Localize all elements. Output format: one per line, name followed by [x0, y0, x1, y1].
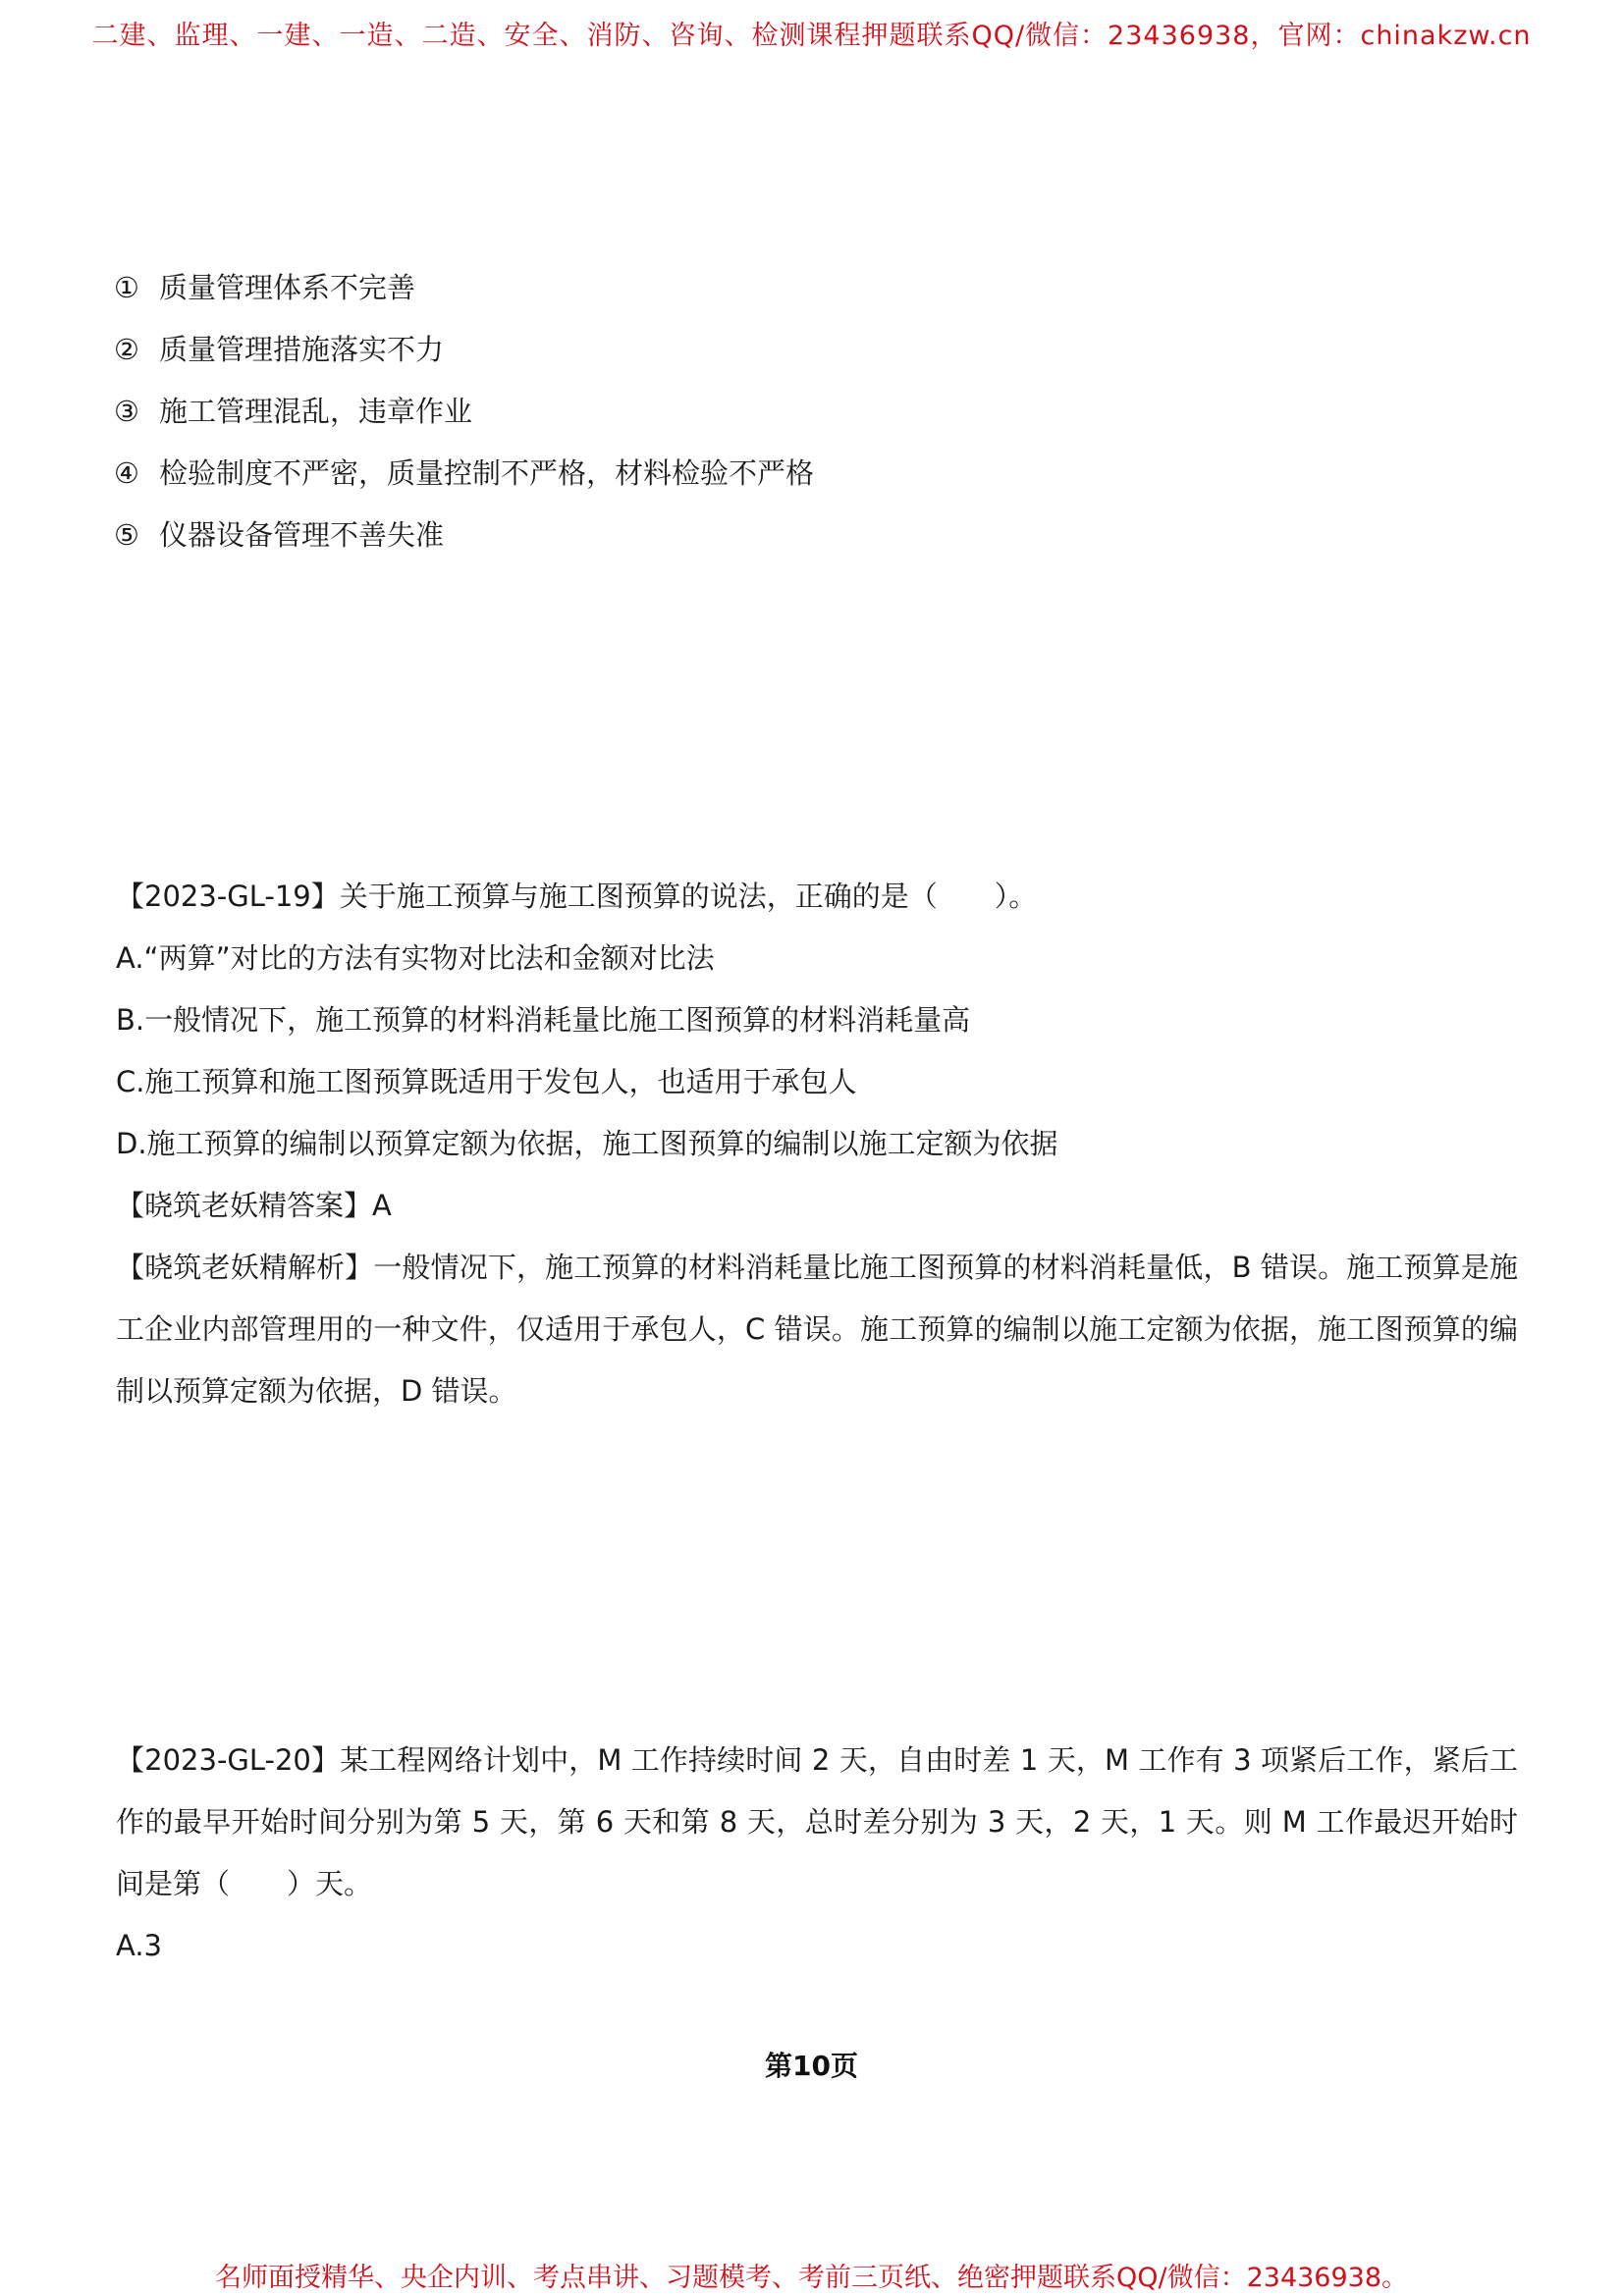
- list-item-text: 质量管理措施落实不力: [159, 333, 445, 366]
- list-item: [114, 381, 814, 443]
- question-stem: 【2023-GL-20】某工程网络计划中，M 工作持续时间 2 天，自由时差 1 天，M 工作有 3 项紧后工作，紧后工作的最早开始时间分别为第 5 天，第 6 天和第 8 天，总时差分别为 3 天，2 天，1 天。则 M 工作最迟开始时间是第（ ）天。: [116, 1743, 1518, 1900]
- list-item-number: ①: [114, 271, 139, 304]
- question-20: [116, 1730, 1518, 1977]
- list-item-number: ③: [114, 395, 139, 428]
- analysis: 【晓筑老妖精解析】一般情况下，施工预算的材料消耗量比施工图预算的材料消耗量低，B 错误。施工预算是施工企业内部管理用的一种文件，仅适用于承包人，C 错误。施工预算的编制以施工定额为依据，施工图预算的编制以预算定额为依据，D 错误。: [116, 1251, 1518, 1408]
- option-d: D.施工预算的编制以预算定额为依据，施工图预算的编制以施工定额为依据: [116, 1127, 1058, 1160]
- cause-list: [114, 257, 814, 566]
- list-item-number: ⑤: [114, 518, 139, 552]
- option-b: B.一般情况下，施工预算的材料消耗量比施工图预算的材料消耗量高: [116, 1003, 971, 1037]
- list-item-text: 施工管理混乱，违章作业: [159, 395, 473, 428]
- list-item: [114, 319, 814, 381]
- option-a: A.“两算”对比的方法有实物对比法和金额对比法: [116, 941, 715, 975]
- list-item-text: 质量管理体系不完善: [159, 271, 416, 304]
- header-banner: 二建、监理、一建、一造、二造、安全、消防、咨询、检测课程押题联系QQ/微信：23436938，官网：chinakzw.cn: [91, 21, 1532, 51]
- list-item-number: ②: [114, 333, 139, 366]
- question-stem: 【2023-GL-19】关于施工预算与施工图预算的说法，正确的是（ ）。: [116, 880, 1038, 913]
- list-item-text: 仪器设备管理不善失准: [159, 518, 445, 552]
- list-item: [114, 257, 814, 319]
- option-a: A.3: [116, 1929, 162, 1962]
- footer-banner: 名师面授精华、央企内训、考点串讲、习题模考、考前三页纸、绝密押题联系QQ/微信：23436938。: [214, 2263, 1409, 2293]
- list-item: [114, 443, 814, 505]
- answer: 【晓筑老妖精答案】A: [116, 1189, 392, 1222]
- list-item-text: 检验制度不严密，质量控制不严格，材料检验不严格: [159, 456, 815, 490]
- question-19: [116, 866, 1518, 1422]
- list-item: [114, 505, 814, 566]
- list-item-number: ④: [114, 456, 139, 490]
- page-number: 第10页: [765, 2050, 858, 2082]
- option-c: C.施工预算和施工图预算既适用于发包人，也适用于承包人: [116, 1065, 857, 1098]
